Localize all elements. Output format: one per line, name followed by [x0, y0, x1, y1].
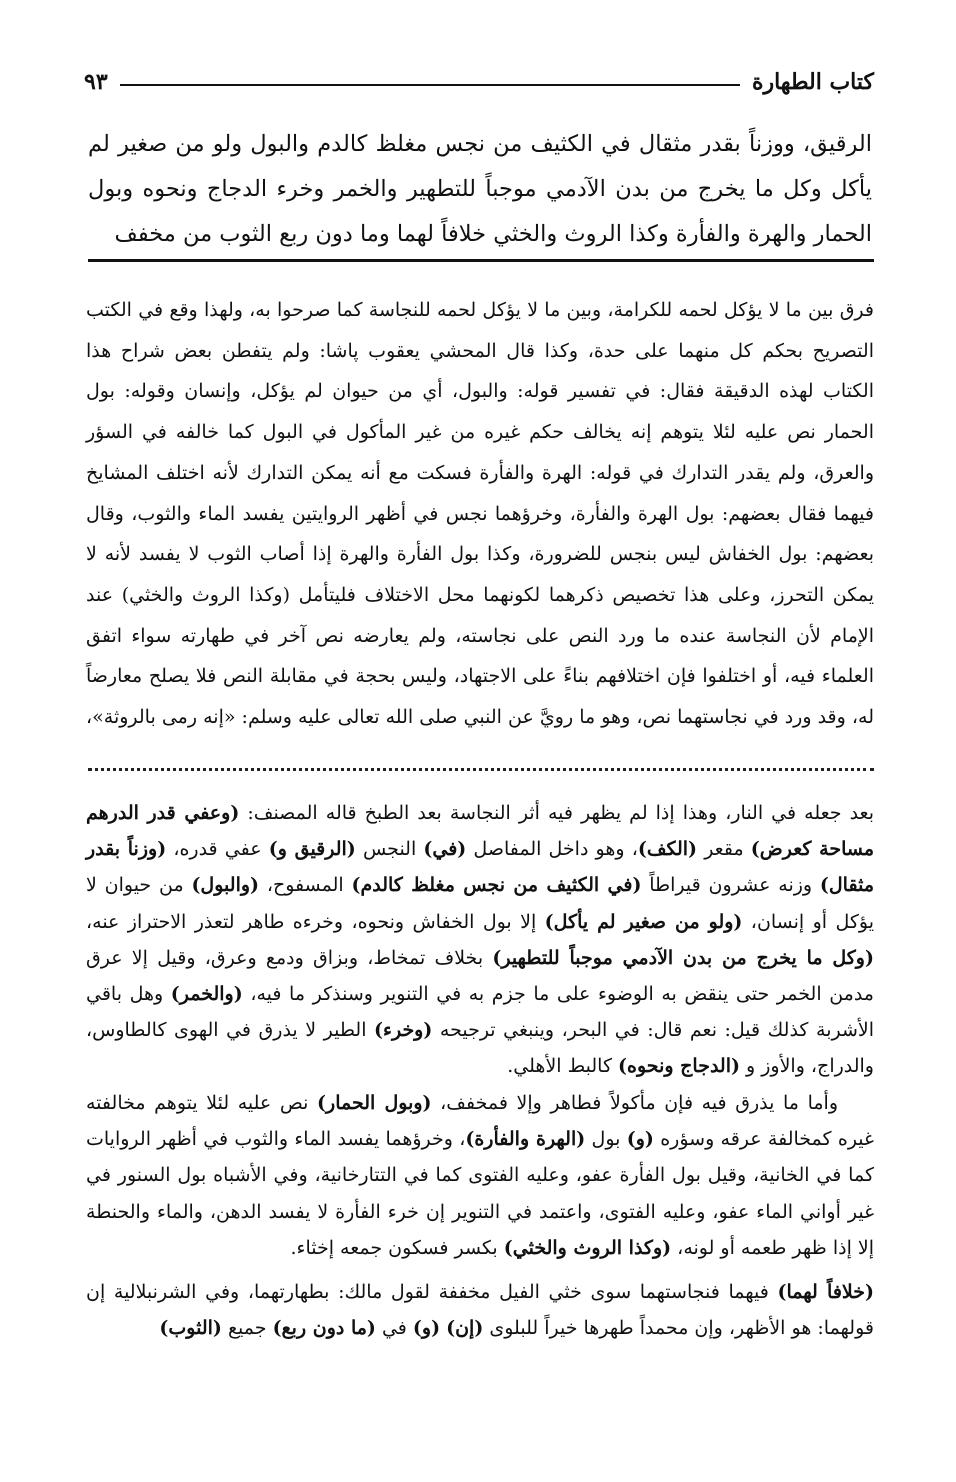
commentary-text: ، وهو داخل المفاصل — [466, 838, 638, 861]
commentary-paragraph-3 — [86, 1274, 874, 1346]
commentary-text: وزنه عشرون قيراطاً — [641, 874, 820, 897]
quoted-matn-phrase: (ولو من صغير لم يأكل) — [544, 910, 743, 933]
quoted-matn-phrase: (وزناً بقدر مثقال) — [86, 838, 874, 897]
quoted-matn-phrase: (إن) — [446, 1317, 484, 1340]
quoted-matn-phrase: (وعفي قدر الدرهم مساحة كعرض) — [86, 802, 874, 861]
commentary-text: وهل باقي الأشربة كذلك قيل: نعم قال: في البحر، وينبغي ترجيحه — [86, 983, 874, 1042]
upper-commentary: فرق بين ما لا يؤكل لحمه للكرامة، وبين ما لا يؤكل لحمه للنجاسة كما صرحوا به، ولهذا وقع في الكتب التصريح بحكم كل منهما على حدة، وكذا قال المحشي يعقوب پاشا: ولم يتفطن بعض شراح هذا الكتاب لهذه الدقيقة فقال: في تفسير قوله: والبول، أي من حيوان لم يؤكل، وإنسان وقوله: بول الحمار نص عليه لئلا يتوهم إنه يخالف حكم غيره من غير المأكول في البول كما خالفه في السؤر والعرق، ولم يقدر التدارك في قوله: الهرة والفأرة فسكت مع أنه يمكن التدارك لأنه اختلف المشايخ فيهما فقال بعضهم: بول الهرة والفأرة، وخرؤهما نجس في أظهر الروايتين يفسد الماء والثوب، وقال بعضهم: بول الخفاش ليس بنجس للضرورة، وكذا بول الفأرة والهرة إذا أصاب الثوب لا يفسد لأنه لا يمكن التحرز، وعلى هذا تخصيص ذكرهما لكونهما محل الاختلاف فليتأمل (وكذا الروث والخثي) عند الإمام لأن النجاسة عنده ما ورد النص على نجاسته، ولم يعارضه نص آخر في طهارته سواء اتفق العلماء فيه، أو اختلفوا فإن اختلافهم بناءً على الاجتهاد، وليس بحجة في مقابلة النص فلا يصلح معارضاً له، وقد ورد في نجاستهما نص، وهو ما رويَّ عن النبي صلى الله تعالى عليه وسلم: «إنه رمى بالروثة»، — [86, 299, 874, 729]
commentary-text: مقعر — [697, 838, 751, 861]
quoted-matn-phrase: (الثوب) — [159, 1317, 222, 1340]
quoted-matn-phrase: (الرقيق و) — [268, 838, 356, 861]
commentary-text: إلا بول الخفاش ونحوه، وخرءه طاهر لتعذر الاحتراز عنه، — [86, 910, 545, 933]
commentary-text: ، وخرؤهما يفسد الماء والثوب في أظهر الروايات كما في الخانية، وقيل بول الفأرة عفو، وعليه الفتوى كما في التتارخانية، وفي الأشباه بول السنور في غير أواني الماء عفو، وعليه الفتوى، واعتمد في التنوير إن خرء الفأرة لا يفسد الدهن، والماء والحنطة إلا إذا ظهر طعمه أو لونه، — [86, 1128, 874, 1259]
main-text: الرقيق، ووزناً بقدر مثقال في الكثيف من نجس مغلظ كالدم والبول ولو من صغير لم يأكل وكل ما يخرج من بدن الآدمي موجباً للتطهير والخمر وخرء الدجاج ونحوه وبول الحمار والهرة والفأرة وكذا الروث والخثي خلافاً لهما وما دون ربع الثوب من مخفف — [88, 131, 872, 247]
commentary-text: من حيوان لا يؤكل أو إنسان، — [86, 874, 874, 933]
commentary-paragraph-1 — [86, 795, 874, 1085]
page-number: ٩٣ — [84, 69, 108, 95]
quoted-matn-phrase: (في الكثيف من نجس مغلظ كالدم) — [351, 874, 642, 897]
commentary-text: جميع — [221, 1317, 273, 1340]
header-rule — [120, 84, 740, 86]
running-header — [84, 62, 874, 102]
commentary-text: فيهما فنجاستهما سوى خثي الفيل مخففة لقول مالك: بطهارتهما، وفي الشرنبلالية إن قولهما: هو الأظهر، وإن محمداً طهرها خيراً للبلوى — [86, 1281, 874, 1340]
commentary-text: عفي قدره، — [166, 838, 269, 861]
quoted-matn-phrase: (و) — [626, 1128, 654, 1151]
commentary-text: المسفوح، — [259, 874, 352, 897]
quoted-matn-phrase: (الدجاج ونحوه) — [618, 1055, 740, 1078]
quoted-matn-phrase: (الهرة والفأرة) — [465, 1128, 586, 1151]
commentary-text: بكسر فسكون جمعه إخثاء. — [290, 1236, 504, 1259]
main-text-separator — [88, 259, 874, 262]
quoted-matn-phrase: (الكف) — [637, 838, 698, 861]
quoted-matn-phrase: (وكذا الروث والخثي) — [503, 1236, 672, 1259]
commentary-text: بول — [585, 1128, 627, 1151]
commentary-text: بخلاف تمخاط، وبزاق ودمع وعرق، وقيل إلا عرق مدمن الخمر حتى ينقض به الوضوء على ما جزم به في التنوير وسنذكر ما فيه، — [86, 946, 874, 1006]
commentary-text: النجس — [355, 838, 424, 861]
quoted-matn-phrase: (وبول الحمار) — [317, 1092, 432, 1114]
running-title: كتاب الطهارة — [751, 69, 874, 95]
dotted-separator — [88, 768, 874, 771]
quoted-matn-phrase: (والخمر) — [170, 983, 243, 1006]
commentary-text: كالبط الأهلي. — [507, 1055, 619, 1078]
commentary-text: نص عليه لئلا يتوهم مخالفته غيره كمخالفة عرقه وسؤره — [86, 1092, 874, 1151]
quoted-matn-phrase: (في) — [423, 838, 467, 861]
commentary-paragraph-2 — [86, 1085, 874, 1266]
quoted-matn-phrase: (و) — [412, 1317, 441, 1340]
quoted-matn-phrase: (والبول) — [191, 874, 260, 897]
quoted-matn-phrase: (وخرء) — [374, 1019, 433, 1042]
quoted-matn-phrase: (وكل ما يخرج من بدن الآدمي موجباً للتطهير) — [492, 946, 874, 969]
commentary-text: بعد جعله في النار، وهذا إذا لم يظهر فيه أثر النجاسة بعد الطبخ قاله المصنف: — [239, 802, 875, 824]
quoted-matn-phrase: (خلافاً لهما) — [777, 1281, 874, 1303]
commentary-text: الطير لا يذرق في الهوى كالطاوس، والدراج، والأوز و — [86, 1019, 874, 1078]
commentary-text: وأما ما يذرق فيه فإن مأكولاً فطاهر وإلا فمخفف، — [431, 1092, 839, 1114]
commentary-text: في — [375, 1317, 413, 1340]
quoted-matn-phrase: (ما دون ربع) — [272, 1317, 376, 1340]
